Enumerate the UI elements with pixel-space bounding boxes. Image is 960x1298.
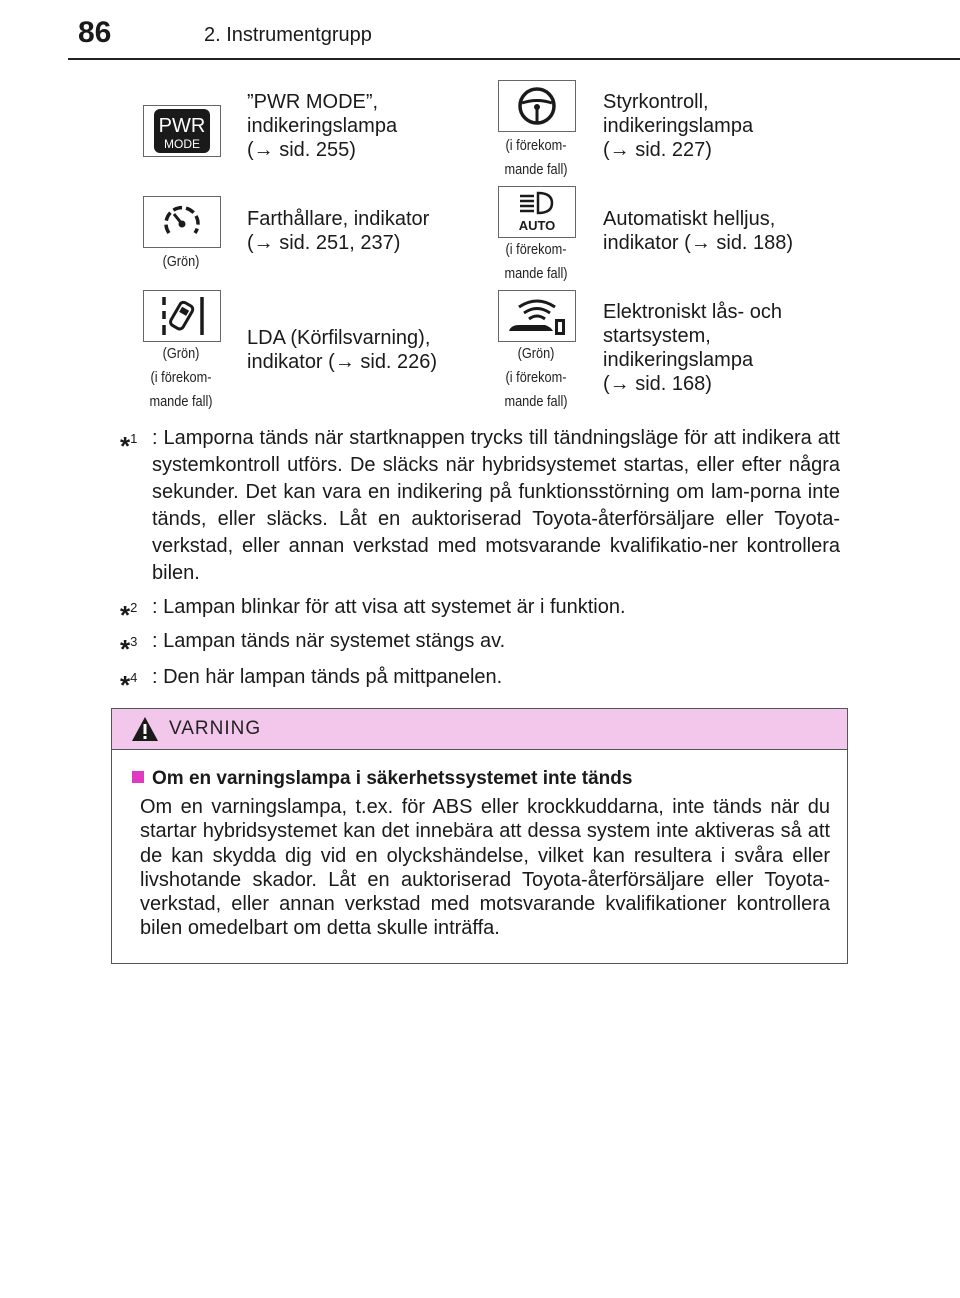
footnote-4 (120, 664, 840, 700)
icon-box (498, 186, 576, 238)
note-line: (Grön) (517, 345, 555, 362)
icon-box (143, 290, 221, 342)
page-number: 86 (78, 16, 112, 49)
indicator-description (247, 90, 477, 162)
icon-box (498, 290, 576, 342)
note-line: mande fall) (504, 393, 568, 410)
footnote-text: : Lampan tänds när systemet stängs av. (152, 630, 506, 652)
icon-box (498, 80, 576, 132)
steering-wheel-icon (517, 86, 557, 126)
lane-departure-icon (154, 293, 210, 339)
icon-note (485, 342, 587, 414)
desc-line: Styrkontroll, (603, 91, 709, 113)
icon-note (485, 134, 587, 182)
note-line: mande fall) (149, 393, 213, 410)
indicator-description (603, 207, 863, 255)
indicator-description (603, 90, 833, 162)
warning-header (112, 709, 847, 750)
footnote-text: : Lampan blinkar för att visa att systemet är i funktion. (152, 596, 626, 618)
footnote-marker: *$^3$ (120, 634, 138, 664)
footnote-3 (120, 628, 840, 664)
auto-high-beam-icon (512, 190, 562, 234)
desc-line: indikeringslampa (603, 115, 754, 137)
note-line: (i förekom- (150, 369, 212, 386)
warning-box (111, 708, 848, 964)
warning-triangle-icon (130, 715, 160, 743)
desc-line: (→ sid. 251, 237) (247, 232, 401, 254)
footnote-text: : Lamporna tänds när startknappen trycks till tändningsläge för att indikera att systemkontroll utförs. De släcks när hybridsystemet startas, eller efter några sekunder. Det kan vara en indikering på funktionsstörning om lam-porna inte tänds, eller släcks. Låt en auktoriserad Toyota-återförsäljare eller Toyota-verkstad, eller annan verkstad med motsvarande kvalifikatio-ner kontrollera bilen. (152, 427, 840, 584)
warning-body: Om en varningslampa, t.ex. för ABS eller krockkuddarna, inte tänds när du startar hybridsystemet kan det innebära att dessa system inte aktiveras så att de kan skydda dig vid en olyckshändelse, vilket kan resultera i svåra eller livshotande skador. Låt en auktoriserad Toyota-återförsäljare eller Toyota-verkstad, eller annan verkstad med motsvarande kvalifikationer kontrollera bilen omedelbart om detta skulle inträffa. (140, 796, 830, 940)
note-line: (Grön) (162, 345, 200, 362)
warning-subheading-text: Om en varningslampa i säkerhetssystemet inte tänds (152, 768, 633, 789)
desc-line: ”PWR MODE”, (247, 91, 379, 113)
footnote-2 (120, 594, 840, 630)
desc-line: indikator (→ sid. 188) (603, 232, 794, 254)
icon-note (130, 250, 232, 274)
note-line: (Grön) (162, 253, 200, 270)
note-line: mande fall) (504, 161, 568, 178)
desc-line: Farthållare, indikator (247, 208, 430, 230)
icon-note (130, 342, 232, 414)
footnote-text: : Den här lampan tänds på mittpanelen. (152, 666, 503, 688)
header-rule (68, 58, 960, 60)
desc-line: Automatiskt helljus, (603, 208, 776, 230)
icon-note (485, 238, 587, 286)
note-line: mande fall) (504, 265, 568, 282)
desc-line: startsystem, (603, 325, 711, 347)
cruise-control-icon (161, 201, 203, 243)
desc-line: (→ sid. 227) (603, 139, 712, 161)
desc-line: indikeringslampa (603, 349, 754, 371)
note-line: (i förekom- (505, 137, 567, 154)
note-line: (i förekom- (505, 241, 567, 258)
mode-icon-label: MODE (164, 137, 200, 151)
smart-key-icon (505, 293, 569, 339)
auto-icon-label: AUTO (518, 218, 556, 233)
icon-box (143, 105, 221, 157)
note-line: (i förekom- (505, 369, 567, 386)
warning-title: VARNING (169, 718, 262, 739)
indicator-description (247, 326, 477, 374)
footnote-marker: *$^2$ (120, 600, 138, 630)
square-bullet-icon (132, 771, 144, 783)
pwr-mode-icon (152, 107, 212, 155)
warning-subheading (132, 768, 632, 790)
section-title: 2. Instrumentgrupp (204, 24, 372, 46)
desc-line: indikeringslampa (247, 115, 398, 137)
desc-line: (→ sid. 255) (247, 139, 356, 161)
desc-line: LDA (Körfilsvarning), (247, 327, 431, 349)
footnote-marker: *$^4$ (120, 670, 138, 700)
footnote-marker: *$^1$ (120, 431, 138, 461)
indicator-description (603, 300, 863, 396)
desc-line: (→ sid. 168) (603, 373, 712, 395)
icon-box (143, 196, 221, 248)
footnote-1 (120, 425, 840, 587)
indicator-description (247, 207, 477, 255)
desc-line: indikator (→ sid. 226) (247, 351, 438, 373)
pwr-icon-label: PWR (158, 115, 206, 137)
desc-line: Elektroniskt lås- och (603, 301, 782, 323)
